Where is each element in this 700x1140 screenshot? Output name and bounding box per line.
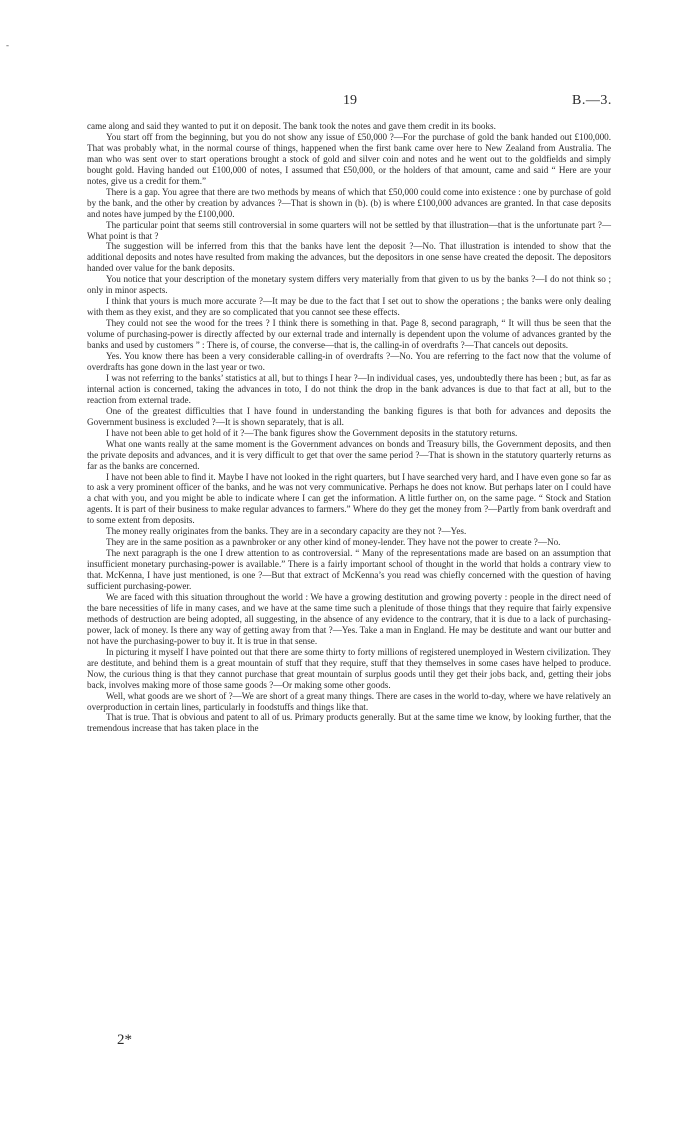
paragraph: The suggestion will be inferred from this that the banks have lent the deposit ?—No. That illustration is intended to show that the additional deposits and notes have resulted from making the advances, but the depositors in one sense have created the deposit. The depositors handed over value for the bank deposits. <box>87 241 611 274</box>
body-text <box>87 121 611 734</box>
paragraph: I think that yours is much more accurate ?—It may be due to the fact that I set out to show the operations ; the banks were only dealing with them as they exist, and they are so complicated that you cannot see these effects. <box>87 296 611 318</box>
paragraph: I was not referring to the banks’ statistics at all, but to things I hear ?—In individual cases, yes, undoubtedly there has been ; but, as far as internal action is concerned, taking the advances in toto, I do not think the drop in the bank advances is due to that fact at all, but to the reaction from external trade. <box>87 372 611 405</box>
paragraph: They are in the same position as a pawnbroker or any other kind of money-lender. They have not the power to create ?—No. <box>106 537 561 548</box>
paragraph: We are faced with this situation throughout the world : We have a growing destitution and growing poverty : people in the direct need of the bare necessities of life in many cases, and we have at the same time such a plenitude of those things that they require that fairly expensive methods of destruction are being adopted, all suggesting, in the absence of any evidence to the contrary, that it is due to a lack of purchasing-power, lack of money. Is there any way of getting away from that ?—Yes. Take a man in England. He may be destitute and want our butter and not have the purchasing-power to buy it. It is true in that sense. <box>87 591 611 646</box>
paragraph: They could not see the wood for the trees ? I think there is something in that. Page 8, second paragraph, “ It will thus be seen that the volume of purchasing-power is directly affected by our external trade and internally is dependent upon the volume of advances granted by the banks and used by customers ” : There is, of course, the converse—that is, the calling-in of overdrafts ?—That cancels out deposits. <box>87 318 611 351</box>
paragraph: You notice that your description of the monetary system differs very materially from that given to us by the banks ?—I do not think so ; only in minor aspects. <box>87 274 611 296</box>
signature-mark: 2* <box>117 1032 132 1048</box>
paragraph: I have not been able to find it. Maybe I have not looked in the right quarters, but I have searched very hard, and I have even gone so far as to ask a very prominent officer of the banks, and he was not very communicative. Perhaps he does not know. But perhaps later on I could have a chat with you, and you might be able to indicate where I can get the information. A little further on, on the same page. “ Stock and Station agents. It is part of their business to make regular advances to farmers.” Where do they get the money from ?—Partly from bank overdraft and to some extent from deposits. <box>87 471 611 526</box>
paragraph: You start off from the beginning, but you do not show any issue of £50,000 ?—For the purchase of gold the bank handed out £100,000. That was probably what, in the normal course of things, happened when the first bank came over here to New Zealand from Australia. The man who was sent over to start operations brought a stock of gold and silver coin and notes and he went out to the goldfields and simply bought gold. Having handed out £100,000 of notes, I assumed that £50,000, or the holders of that amount, came and said “ Here are your notes, give us a credit for them.” <box>87 131 611 186</box>
paragraph: That is true. That is obvious and patent to all of us. Primary products generally. But at the same time we know, by looking further, that the tremendous increase that has taken place in the <box>87 712 611 734</box>
paragraph: Yes. You know there has been a very considerable calling-in of overdrafts ?—No. You are referring to the fact now that the volume of overdrafts has gone down in the last year or two. <box>87 351 611 372</box>
paragraph: What one wants really at the same moment is the Government advances on bonds and Treasury bills, the Government deposits, and then the private deposits and advances, and it is very difficult to get that over the same period ?—That is shown in the statutory quarterly returns as far as the banks are concerned. <box>87 438 611 471</box>
paragraph: The particular point that seems still controversial in some quarters will not be settled by that illustration—that is the unfortunate part ?—What point is that ? <box>87 219 611 241</box>
paragraph: The money really originates from the banks. They are in a secondary capacity are they not ?—Yes. <box>106 526 467 537</box>
paragraph: One of the greatest difficulties that I have found in understanding the banking figures is that both for advances and deposits the Government business is excluded ?—It is shown separately, that is all. <box>87 405 611 427</box>
paragraph: I have not been able to get hold of it ?—The bank figures show the Government deposits in the statutory returns. <box>106 427 518 438</box>
paragraph: came along and said they wanted to put it on deposit. The bank took the notes and gave them credit in its books. <box>87 121 496 131</box>
paragraph: The next paragraph is the one I drew attention to as controversial. “ Many of the representations made are based on an assumption that insufficient monetary purchasing-power is available.” There is a fairly important school of thought in the world that holds a contrary view to that. McKenna, I have just mentioned, is one ?—But that extract of McKenna’s you read was chiefly concerned with the question of having sufficient purchasing-power. <box>87 548 611 592</box>
paragraph: There is a gap. You agree that there are two methods by means of which that £50,000 could come into existence : one by purchase of gold by the bank, and the other by creation by advances ?—That is shown in (b). (b) is where £100,000 advances are granted. In that case deposits and notes have jumped by the £100,000. <box>87 186 611 219</box>
document-reference: B.—3. <box>572 93 612 108</box>
paragraph: In picturing it myself I have pointed out that there are some thirty to forty millions of registered unemployed in Western civilization. They are destitute, and behind them is a great mountain of stuff that they require, stuff that they themselves in some cases have helped to produce. Now, the curious thing is that they cannot purchase that great mountain of surplus goods until they get their jobs back, and, getting their jobs back, involves making more of those same goods ?—Or making some other goods. <box>87 646 611 690</box>
margin-mark: - <box>6 40 9 50</box>
page-number: 19 <box>343 93 357 108</box>
paragraph: Well, what goods are we short of ?—We are short of a great many things. There are cases in the world to-day, where we have relatively an overproduction in certain lines, particularly in foodstuffs and things like that. <box>87 690 611 712</box>
